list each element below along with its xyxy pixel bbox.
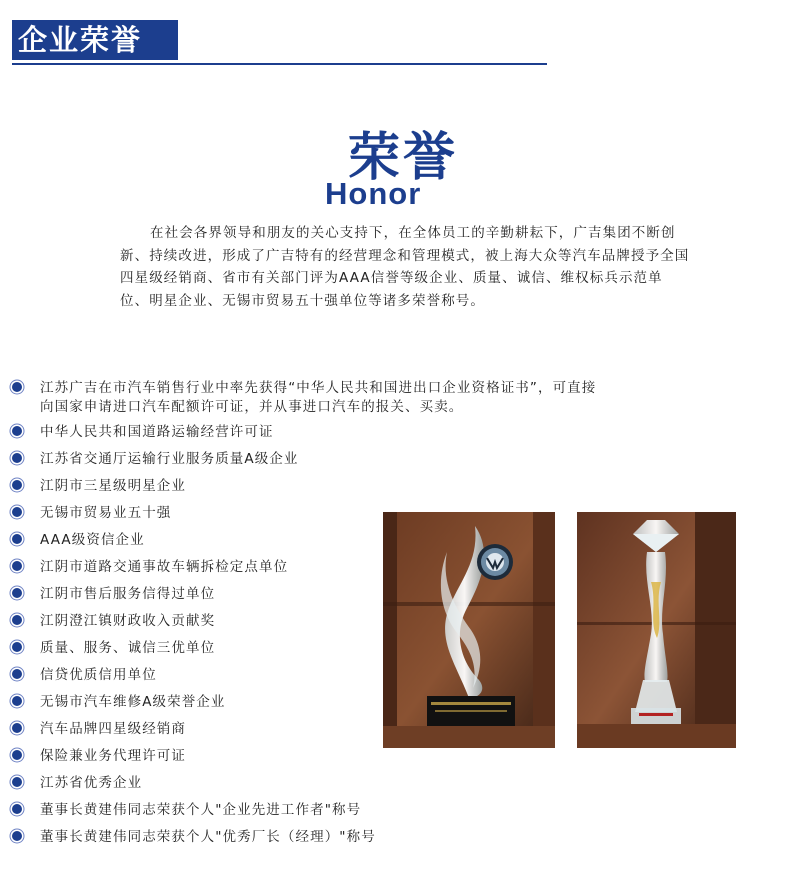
honor-text: 汽车品牌四星级经销商 <box>40 721 186 737</box>
bullet-icon <box>12 453 22 463</box>
bullet-icon <box>12 480 22 490</box>
list-item <box>12 774 602 793</box>
honor-text: 质量、服务、诚信三优单位 <box>40 640 216 656</box>
trophy-photo-1 <box>383 512 555 748</box>
bullet-icon <box>12 804 22 814</box>
honor-text: 江阴市售后服务信得过单位 <box>40 586 216 602</box>
list-item <box>12 477 602 496</box>
section-header <box>12 20 178 60</box>
list-item <box>12 379 602 417</box>
honor-text: 董事长黄建伟同志荣获个人"企业先进工作者"称号 <box>40 802 362 818</box>
trophy-photo-2 <box>577 512 736 748</box>
bullet-icon <box>12 750 22 760</box>
bullet-icon <box>12 696 22 706</box>
intro-paragraph: 在社会各界领导和朋友的关心支持下，在全体员工的辛勤耕耘下，广吉集团不断创新、持续改进，形成了广吉特有的经营理念和管理模式，被上海大众等汽车品牌授予全国四星级经销商、省市有关部门评为AAA信誉等级企业、质量、诚信、维权标兵示范单位、明星企业、无锡市贸易五十强单位等诸多荣誉称号。 <box>120 225 690 309</box>
honor-text: 无锡市汽车维修A级荣誉企业 <box>40 694 226 710</box>
bullet-icon <box>12 615 22 625</box>
bullet-icon <box>12 426 22 436</box>
bullet-icon <box>12 561 22 571</box>
honor-text: 江苏省优秀企业 <box>40 775 143 791</box>
bullet-icon <box>12 642 22 652</box>
bullet-icon <box>12 382 22 392</box>
list-item <box>12 747 602 766</box>
honor-logo-en: Honor <box>325 176 422 211</box>
bullet-icon <box>12 777 22 787</box>
honor-text: 中华人民共和国道路运输经营许可证 <box>40 424 274 440</box>
section-title: 企业荣誉 <box>18 23 143 57</box>
bullet-icon <box>12 534 22 544</box>
honor-text: 保险兼业务代理许可证 <box>40 748 186 764</box>
header-underline <box>12 63 547 65</box>
honor-logo-cn: 荣誉 <box>348 128 459 188</box>
honor-text: 董事长黄建伟同志荣获个人"优秀厂长（经理）"称号 <box>40 829 376 845</box>
bullet-icon <box>12 831 22 841</box>
honor-text: 江阴市道路交通事故车辆拆检定点单位 <box>40 559 289 575</box>
honor-text: 江苏省交通厅运输行业服务质量A级企业 <box>40 451 299 467</box>
bullet-icon <box>12 588 22 598</box>
bullet-icon <box>12 507 22 517</box>
bullet-icon <box>12 723 22 733</box>
honor-text: 江阴澄江镇财政收入贡献奖 <box>40 613 216 629</box>
honor-text: 江阴市三星级明星企业 <box>40 478 186 494</box>
list-item <box>12 801 602 820</box>
list-item <box>12 450 602 469</box>
honor-logo <box>325 130 485 216</box>
honor-text: 信贷优质信用单位 <box>40 667 157 683</box>
list-item <box>12 423 602 442</box>
honor-text: 江苏广吉在市汽车销售行业中率先获得“中华人民共和国进出口企业资格证书”，可直接向国家申请进口汽车配额许可证，并从事进口汽车的报关、买卖。 <box>40 380 597 415</box>
honor-text: AAA级资信企业 <box>40 532 145 548</box>
honor-text: 无锡市贸易业五十强 <box>40 505 172 521</box>
bullet-icon <box>12 669 22 679</box>
list-item <box>12 828 602 847</box>
